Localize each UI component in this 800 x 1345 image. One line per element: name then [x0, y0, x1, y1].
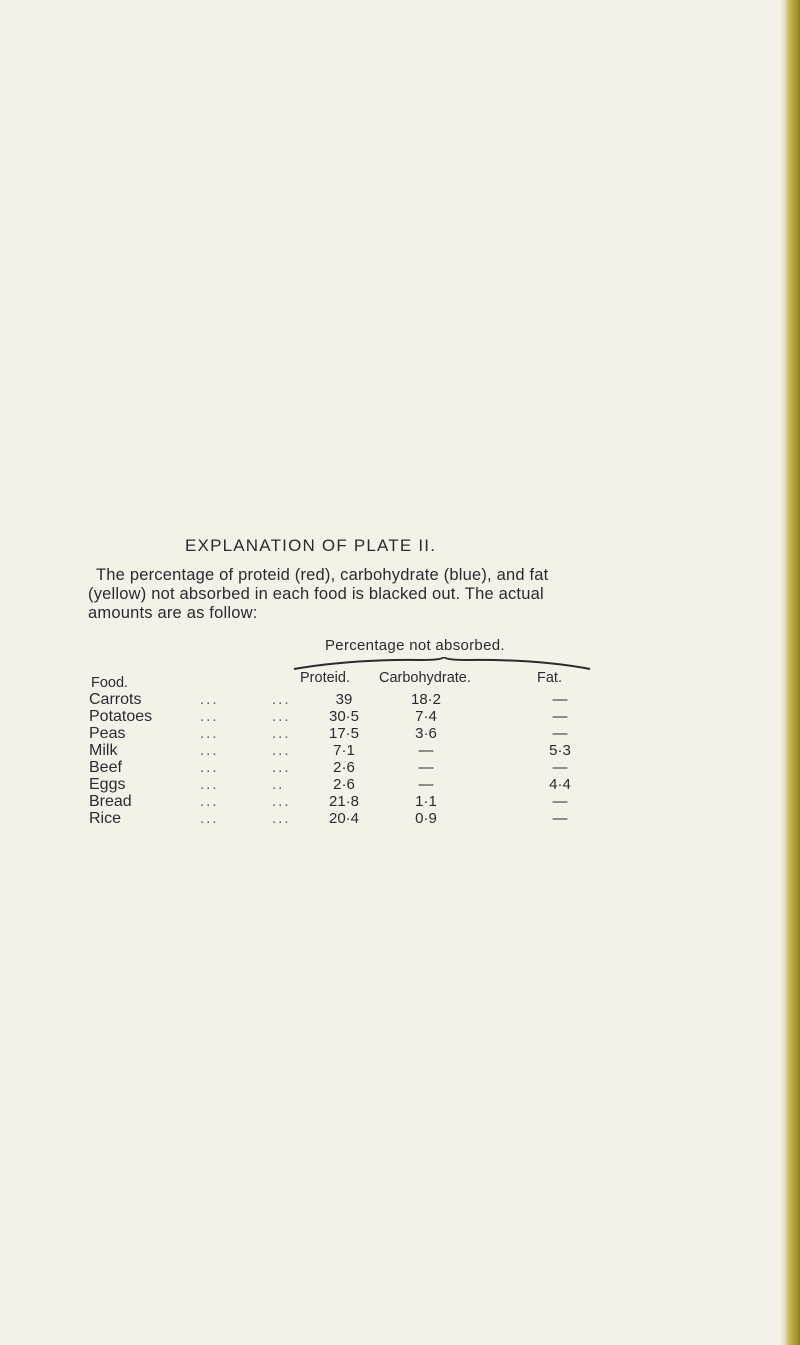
- fat-value: 5·3: [549, 742, 571, 759]
- fat-value: —: [552, 725, 568, 742]
- carbohydrate-value: —: [418, 759, 434, 776]
- carbohydrate-value: 3·6: [415, 725, 437, 742]
- leader-dots: ...: [272, 742, 291, 759]
- paragraph-line-2: (yellow) not absorbed in each food is blacked out. The actual: [88, 585, 544, 603]
- carbohydrate-value: —: [418, 742, 434, 759]
- proteid-value: 17·5: [328, 725, 360, 742]
- header-brace: [292, 657, 592, 671]
- proteid-value: 39: [335, 691, 353, 708]
- food-name: Eggs: [89, 776, 126, 793]
- carbohydrate-value: 0·9: [415, 810, 437, 827]
- fat-value: —: [552, 793, 568, 810]
- leader-dots: ...: [272, 708, 291, 725]
- fat-value: —: [552, 708, 568, 725]
- food-name: Carrots: [89, 691, 142, 708]
- paragraph-line-3: amounts are as follow:: [88, 604, 258, 622]
- food-name: Beef: [89, 759, 122, 776]
- table-row: [0, 759, 786, 776]
- food-name: Potatoes: [89, 708, 153, 725]
- table-row: [0, 793, 786, 810]
- leader-dots: ...: [272, 810, 291, 827]
- food-name: Rice: [89, 810, 122, 827]
- table-row: [0, 691, 786, 708]
- fat-column-header: Fat.: [537, 670, 562, 686]
- page-edge: [786, 0, 800, 1345]
- leader-dots: ...: [200, 742, 219, 759]
- carbohydrate-value: —: [418, 776, 434, 793]
- table-row: [0, 725, 786, 742]
- table-row: [0, 742, 786, 759]
- paragraph-line-1: The percentage of proteid (red), carbohydrate (blue), and fat: [96, 566, 549, 584]
- leader-dots: ...: [272, 725, 291, 742]
- table-row: [0, 776, 786, 793]
- leader-dots: ..: [272, 776, 285, 793]
- table-subheading: Percentage not absorbed.: [325, 637, 505, 654]
- proteid-value: 21·8: [328, 793, 360, 810]
- proteid-value: 2·6: [333, 759, 355, 776]
- carbohydrate-value: 1·1: [415, 793, 437, 810]
- leader-dots: ...: [272, 793, 291, 810]
- leader-dots: ...: [200, 708, 219, 725]
- leader-dots: ...: [200, 725, 219, 742]
- fat-value: —: [552, 759, 568, 776]
- food-name: Peas: [89, 725, 126, 742]
- carbohydrate-column-header: Carbohydrate.: [379, 670, 471, 686]
- proteid-value: 7·1: [333, 742, 355, 759]
- leader-dots: ...: [200, 691, 219, 708]
- food-name: Bread: [89, 793, 132, 810]
- leader-dots: ...: [272, 691, 291, 708]
- food-column-header: Food.: [91, 675, 129, 691]
- explanation-paragraph: [88, 566, 748, 623]
- table-row: [0, 810, 786, 827]
- food-name: Milk: [89, 742, 118, 759]
- table-row: [0, 708, 786, 725]
- proteid-value: 20·4: [328, 810, 360, 827]
- carbohydrate-value: 7·4: [415, 708, 437, 725]
- proteid-value: 2·6: [333, 776, 355, 793]
- plate-title: EXPLANATION OF PLATE II.: [185, 536, 437, 555]
- leader-dots: ...: [200, 810, 219, 827]
- fat-value: —: [552, 810, 568, 827]
- carbohydrate-value: 18·2: [410, 691, 442, 708]
- leader-dots: ...: [200, 776, 219, 793]
- leader-dots: ...: [272, 759, 291, 776]
- proteid-value: 30·5: [328, 708, 360, 725]
- proteid-column-header: Proteid.: [300, 670, 350, 686]
- fat-value: —: [552, 691, 568, 708]
- leader-dots: ...: [200, 793, 219, 810]
- leader-dots: ...: [200, 759, 219, 776]
- fat-value: 4·4: [549, 776, 571, 793]
